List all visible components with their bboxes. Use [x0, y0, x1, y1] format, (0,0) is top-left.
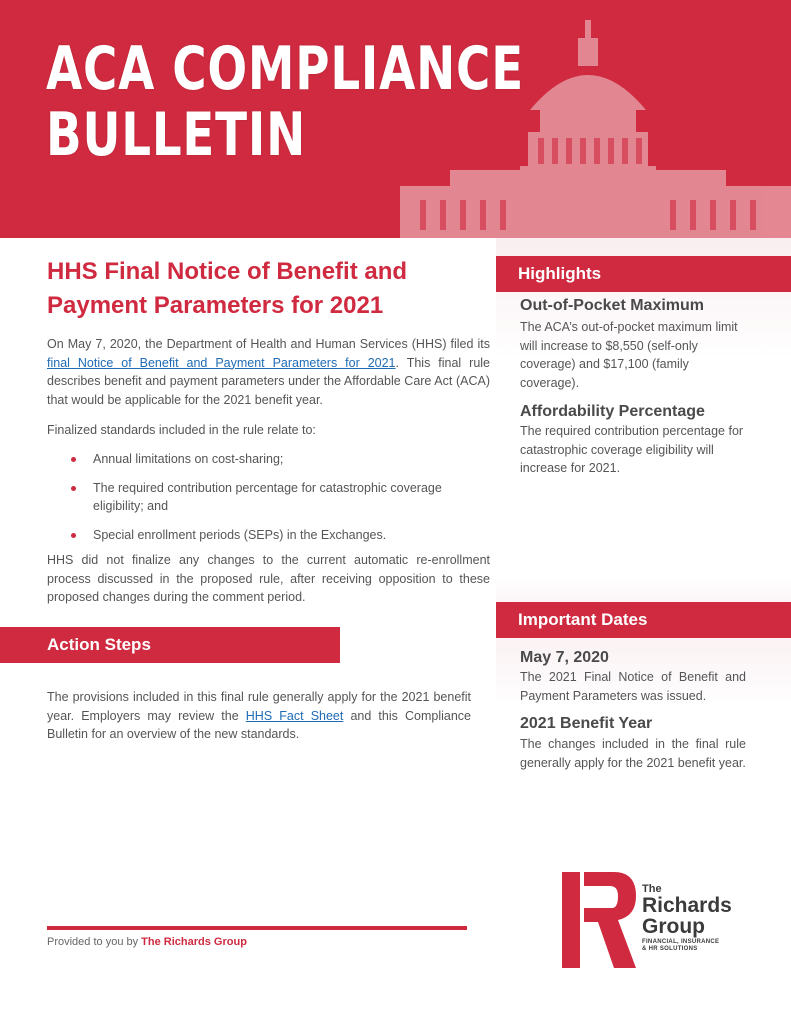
highlight-text: The ACA’s out-of-pocket maximum limit will increase to $8,550 (self-only coverage) and $17,100 (family coverage).: [520, 320, 738, 390]
list-item: The required contribution percentage for catastrophic coverage eligibility; and: [47, 479, 487, 516]
reenrollment-paragraph: HHS did not finalize any changes to the current automatic re-enrollment process discussed in the proposed rule, after receiving opposition to these proposed changes during the comment period.: [47, 553, 490, 604]
important-dates-heading: Important Dates: [496, 602, 791, 638]
hhs-fact-sheet-link[interactable]: HHS Fact Sheet: [245, 708, 344, 723]
intro-paragraph: On May 7, 2020, the Department of Health and Human Services (HHS) filed its final Notice of Benefit and Payment Parameters for 2021. This final rule describes benefit and payment parameters under the Affordable Care Act (ACA) that would be applicable for the 2021 benefit year.: [47, 337, 491, 407]
final-notice-link[interactable]: final Notice of Benefit and Payment Parameters for 2021: [47, 355, 396, 370]
date-text: The changes included in the final rule generally apply for the 2021 benefit year.: [520, 737, 746, 770]
list-item: Annual limitations on cost-sharing;: [47, 450, 487, 469]
footer-credit: Provided to you by The Richards Group: [47, 936, 247, 948]
date-title: May 7, 2020: [520, 649, 609, 666]
standards-list: [47, 450, 487, 554]
date-text: The 2021 Final Notice of Benefit and Payment Parameters was issued.: [520, 670, 746, 703]
bulletin-title: ACA COMPLIANCE BULLETIN: [46, 34, 524, 170]
action-steps-paragraph: The provisions included in this final rule generally apply for the 2021 benefit year. Employers may review the HHS Fact Sheet and this Compliance Bulletin for an overview of the new standards.: [47, 690, 471, 741]
list-item: Special enrollment periods (SEPs) in the Exchanges.: [47, 526, 487, 545]
date-title: 2021 Benefit Year: [520, 715, 653, 732]
highlight-title: Out-of-Pocket Maximum: [520, 297, 705, 314]
footer-company: The Richards Group: [141, 936, 247, 948]
logo-wordmark: The Richards Group FINANCIAL, INSURANCE & HR SOLUTIONS: [642, 883, 732, 952]
highlight-title: Affordability Percentage: [520, 403, 705, 420]
article-headline: HHS Final Notice of Benefit and Payment Parameters for 2021: [47, 258, 408, 319]
standards-intro: Finalized standards included in the rule relate to:: [47, 423, 316, 437]
footer-divider: [47, 926, 467, 930]
highlight-text: The required contribution percentage for catastrophic coverage eligibility will increase for 2021.: [520, 424, 744, 475]
highlights-heading: Highlights: [496, 256, 791, 292]
header-banner: [0, 0, 791, 238]
action-steps-heading: Action Steps: [0, 627, 340, 663]
